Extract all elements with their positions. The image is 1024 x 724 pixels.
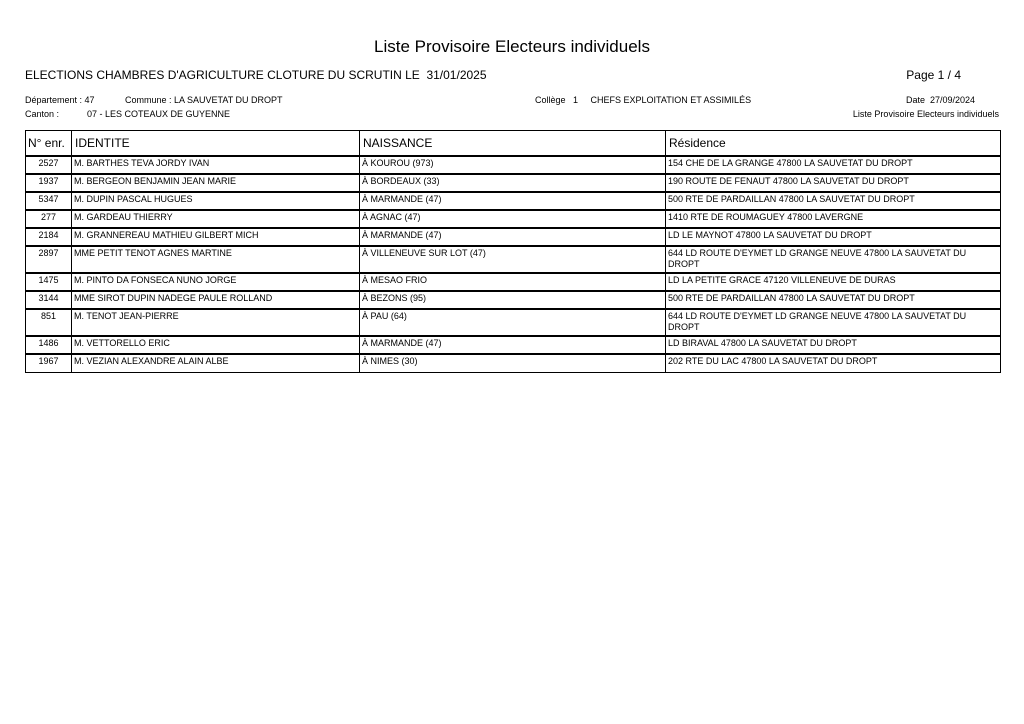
header-identite: IDENTITE — [72, 131, 360, 157]
identite-cell: M. BARTHES TEVA JORDY IVAN — [72, 156, 360, 174]
commune: Commune : LA SAUVETAT DU DROPT — [125, 95, 283, 105]
table-row — [26, 228, 1001, 246]
naissance-cell: À NIMES (30) — [360, 354, 666, 373]
num-cell: 2897 — [26, 246, 72, 273]
canton-value: 07 - LES COTEAUX DE GUYENNE — [87, 109, 231, 119]
identite-cell: M. VEZIAN ALEXANDRE ALAIN ALBE — [72, 354, 360, 373]
header-residence: Résidence — [666, 131, 1001, 157]
identite-cell: M. VETTORELLO ERIC — [72, 336, 360, 354]
identite-cell: MME PETIT TENOT AGNES MARTINE — [72, 246, 360, 273]
table-row — [26, 192, 1001, 210]
list-label: Liste Provisoire Electeurs individuels — [852, 109, 999, 119]
residence-cell: 500 RTE DE PARDAILLAN 47800 LA SAUVETAT DU DROPT — [666, 192, 1001, 210]
num-cell: 2184 — [26, 228, 72, 246]
naissance-cell: À KOUROU (973) — [360, 156, 666, 174]
electors-table — [25, 130, 1001, 373]
header-num: N° enr. — [26, 131, 72, 157]
residence-cell: 202 RTE DU LAC 47800 LA SAUVETAT DU DROPT — [666, 354, 1001, 373]
num-cell: 3144 — [26, 291, 72, 309]
table-row — [26, 246, 1001, 273]
table-row — [26, 273, 1001, 291]
residence-cell: 500 RTE DE PARDAILLAN 47800 LA SAUVETAT DU DROPT — [666, 291, 1001, 309]
table-row — [26, 174, 1001, 192]
residence-cell: LD LE MAYNOT 47800 LA SAUVETAT DU DROPT — [666, 228, 1001, 246]
naissance-cell: À MESAO FRIO — [360, 273, 666, 291]
num-cell: 851 — [26, 309, 72, 336]
residence-cell: LD LA PETITE GRACE 47120 VILLENEUVE DE DURAS — [666, 273, 1001, 291]
identite-cell: M. BERGEON BENJAMIN JEAN MARIE — [72, 174, 360, 192]
departement: Département : 47 — [25, 95, 95, 105]
naissance-cell: À MARMANDE (47) — [360, 336, 666, 354]
residence-cell: 644 LD ROUTE D'EYMET LD GRANGE NEUVE 47800 LA SAUVETAT DU DROPT — [666, 309, 1001, 336]
table-row — [26, 210, 1001, 228]
identite-cell: M. GARDEAU THIERRY — [72, 210, 360, 228]
residence-cell: 1410 RTE DE ROUMAGUEY 47800 LAVERGNE — [666, 210, 1001, 228]
num-cell: 1967 — [26, 354, 72, 373]
canton-label: Canton : — [25, 109, 60, 119]
residence-cell: 190 ROUTE DE FENAUT 47800 LA SAUVETAT DU DROPT — [666, 174, 1001, 192]
table-row — [26, 336, 1001, 354]
table-header-row — [26, 131, 1001, 157]
naissance-cell: À MARMANDE (47) — [360, 192, 666, 210]
identite-cell: M. GRANNEREAU MATHIEU GILBERT MICH — [72, 228, 360, 246]
table-row — [26, 354, 1001, 373]
residence-cell: 644 LD ROUTE D'EYMET LD GRANGE NEUVE 47800 LA SAUVETAT DU DROPT — [666, 246, 1001, 273]
document-date: Date 27/09/2024 — [906, 95, 976, 105]
identite-cell: M. TENOT JEAN-PIERRE — [72, 309, 360, 336]
num-cell: 1486 — [26, 336, 72, 354]
page-number: Page 1 / 4 — [906, 68, 961, 82]
naissance-cell: À BORDEAUX (33) — [360, 174, 666, 192]
election-line: ELECTIONS CHAMBRES D'AGRICULTURE CLOTURE DU SCRUTIN LE 31/01/2025 — [25, 68, 487, 82]
residence-cell: 154 CHE DE LA GRANGE 47800 LA SAUVETAT DU DROPT — [666, 156, 1001, 174]
header-naissance: NAISSANCE — [360, 131, 666, 157]
identite-cell: MME SIROT DUPIN NADEGE PAULE ROLLAND — [72, 291, 360, 309]
identite-cell: M. DUPIN PASCAL HUGUES — [72, 192, 360, 210]
naissance-cell: À PAU (64) — [360, 309, 666, 336]
naissance-cell: À AGNAC (47) — [360, 210, 666, 228]
num-cell: 1937 — [26, 174, 72, 192]
table-row — [26, 156, 1001, 174]
num-cell: 277 — [26, 210, 72, 228]
num-cell: 5347 — [26, 192, 72, 210]
college: Collège 1 CHEFS EXPLOITATION ET ASSIMILÉS — [535, 95, 752, 105]
num-cell: 2527 — [26, 156, 72, 174]
num-cell: 1475 — [26, 273, 72, 291]
residence-cell: LD BIRAVAL 47800 LA SAUVETAT DU DROPT — [666, 336, 1001, 354]
table-row — [26, 291, 1001, 309]
table-row — [26, 309, 1001, 336]
naissance-cell: À MARMANDE (47) — [360, 228, 666, 246]
naissance-cell: À BEZONS (95) — [360, 291, 666, 309]
naissance-cell: À VILLENEUVE SUR LOT (47) — [360, 246, 666, 273]
page-title: Liste Provisoire Electeurs individuels — [374, 37, 650, 56]
identite-cell: M. PINTO DA FONSECA NUNO JORGE — [72, 273, 360, 291]
